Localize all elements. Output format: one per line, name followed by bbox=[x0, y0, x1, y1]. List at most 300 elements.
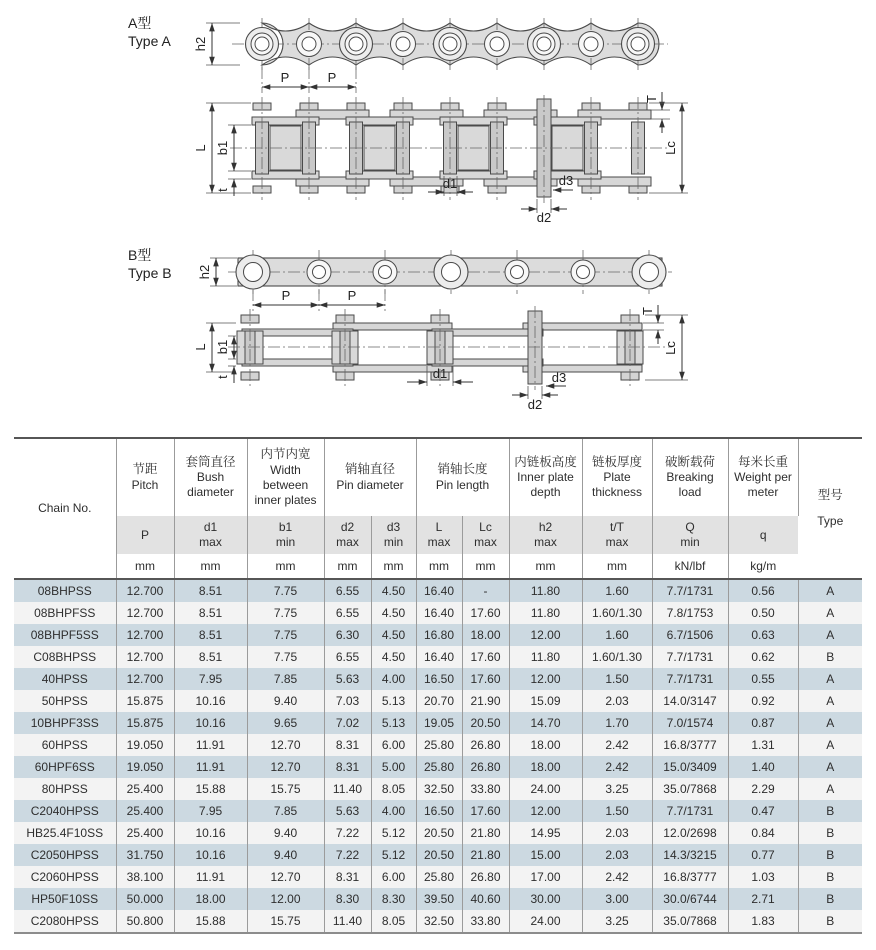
table-cell: 12.00 bbox=[247, 888, 324, 910]
table-cell: 7.0/1574 bbox=[652, 712, 728, 734]
dim-l-a: L bbox=[193, 144, 208, 152]
table-cell: 5.12 bbox=[371, 844, 416, 866]
table-cell: 20.70 bbox=[416, 690, 462, 712]
table-cell: 4.00 bbox=[371, 668, 416, 690]
dim-h2-a-top: h2 bbox=[193, 36, 208, 52]
table-row bbox=[14, 866, 862, 888]
table-cell: C2080HPSS bbox=[14, 910, 116, 933]
table-cell: 7.75 bbox=[247, 602, 324, 624]
table-cell: 9.40 bbox=[247, 690, 324, 712]
table-cell: 11.91 bbox=[174, 866, 247, 888]
table-cell: B bbox=[798, 910, 862, 933]
type-a-side-view bbox=[193, 92, 688, 225]
table-cell: 39.50 bbox=[416, 888, 462, 910]
col-breaking-load bbox=[652, 438, 728, 516]
table-cell: 8.30 bbox=[371, 888, 416, 910]
table-cell: 2.03 bbox=[582, 822, 652, 844]
thick-cn: 链板厚度 bbox=[591, 454, 642, 469]
table-cell: A bbox=[798, 734, 862, 756]
table-cell: 8.31 bbox=[324, 756, 371, 778]
pin-dia-cn: 销轴直径 bbox=[344, 462, 395, 477]
table-cell: 8.51 bbox=[174, 602, 247, 624]
table-cell: 30.00 bbox=[509, 888, 582, 910]
unit-tT: mm bbox=[582, 554, 652, 579]
type-a-label-cn: A型 bbox=[128, 15, 152, 31]
table-cell: 6.00 bbox=[371, 734, 416, 756]
table-cell: 11.91 bbox=[174, 756, 247, 778]
table-cell: 4.00 bbox=[371, 800, 416, 822]
dim-tcap-b: T bbox=[640, 307, 655, 315]
unit-weight: kg/m bbox=[728, 554, 798, 579]
weight-en: Weight per meter bbox=[734, 470, 792, 500]
table-cell: 60HPF6SS bbox=[14, 756, 116, 778]
table-cell: 12.700 bbox=[116, 646, 174, 668]
table-cell: B bbox=[798, 646, 862, 668]
table-cell: 1.50 bbox=[582, 668, 652, 690]
dim-t-a: t bbox=[215, 188, 230, 192]
pin-len-en: Pin length bbox=[435, 477, 490, 492]
table-cell: 50HPSS bbox=[14, 690, 116, 712]
dim-t-b: t bbox=[215, 375, 230, 379]
table-cell: C2060HPSS bbox=[14, 866, 116, 888]
type-b-side-view bbox=[193, 305, 688, 412]
table-cell: 1.60/1.30 bbox=[582, 602, 652, 624]
table-cell: A bbox=[798, 579, 862, 602]
table-cell: 6.55 bbox=[324, 646, 371, 668]
type-a-label bbox=[128, 15, 171, 49]
col-chain-no bbox=[14, 438, 116, 579]
table-cell: 15.875 bbox=[116, 712, 174, 734]
table-cell: 21.80 bbox=[462, 822, 509, 844]
unit-row bbox=[14, 554, 862, 579]
table-cell: 7.75 bbox=[247, 579, 324, 602]
dim-tcap-a: T bbox=[644, 95, 659, 103]
table-cell: 14.95 bbox=[509, 822, 582, 844]
table-cell: 12.00 bbox=[509, 800, 582, 822]
dim-d3-a: d3 bbox=[558, 173, 574, 188]
table-cell: 19.05 bbox=[416, 712, 462, 734]
unit-h2: mm bbox=[509, 554, 582, 579]
sym-q-load: Q min bbox=[652, 516, 728, 554]
table-cell: 50.800 bbox=[116, 910, 174, 933]
table-row bbox=[14, 822, 862, 844]
table-cell: 25.80 bbox=[416, 734, 462, 756]
table-cell: 0.50 bbox=[728, 602, 798, 624]
table-cell: 08BHPF5SS bbox=[14, 624, 116, 646]
table-cell: 35.0/7868 bbox=[652, 910, 728, 933]
table-cell: 11.80 bbox=[509, 602, 582, 624]
col-width-inner-plates bbox=[247, 438, 324, 516]
table-cell: 18.00 bbox=[174, 888, 247, 910]
table-cell: 50.000 bbox=[116, 888, 174, 910]
table-cell: 12.00 bbox=[509, 668, 582, 690]
table-cell: B bbox=[798, 866, 862, 888]
table-cell: 32.50 bbox=[416, 910, 462, 933]
depth-cn: 内链板高度 bbox=[514, 454, 577, 469]
load-en: Breaking load bbox=[666, 470, 714, 500]
table-cell: 0.92 bbox=[728, 690, 798, 712]
table-cell: 17.60 bbox=[462, 800, 509, 822]
table-cell: B bbox=[798, 800, 862, 822]
table-cell: 19.050 bbox=[116, 734, 174, 756]
unit-d3: mm bbox=[371, 554, 416, 579]
col-weight-per-meter bbox=[728, 438, 798, 516]
table-cell: 21.80 bbox=[462, 844, 509, 866]
table-cell: 2.03 bbox=[582, 690, 652, 712]
dim-d2-b: d2 bbox=[527, 397, 543, 412]
table-cell: C08BHPSS bbox=[14, 646, 116, 668]
table-row bbox=[14, 624, 862, 646]
table-cell: 2.03 bbox=[582, 844, 652, 866]
table-cell: 7.95 bbox=[174, 800, 247, 822]
sym-d2: d2 max bbox=[324, 516, 371, 554]
table-cell: HB25.4F10SS bbox=[14, 822, 116, 844]
table-cell: 5.13 bbox=[371, 690, 416, 712]
table-cell: 5.00 bbox=[371, 756, 416, 778]
table-cell: 12.70 bbox=[247, 756, 324, 778]
depth-en: Inner plate depth bbox=[517, 470, 574, 500]
table-cell: 3.25 bbox=[582, 778, 652, 800]
table-cell: 33.80 bbox=[462, 778, 509, 800]
dim-d2-a: d2 bbox=[536, 210, 552, 225]
table-cell: 7.7/1731 bbox=[652, 579, 728, 602]
table-cell: HP50F10SS bbox=[14, 888, 116, 910]
table-cell: 16.40 bbox=[416, 646, 462, 668]
table-cell: 7.85 bbox=[247, 800, 324, 822]
table-cell: 0.84 bbox=[728, 822, 798, 844]
table-cell: 25.400 bbox=[116, 822, 174, 844]
col-pitch bbox=[116, 438, 174, 516]
spec-table-section bbox=[0, 437, 876, 934]
table-cell: 11.40 bbox=[324, 778, 371, 800]
table-cell: 17.60 bbox=[462, 646, 509, 668]
unit-b1: mm bbox=[247, 554, 324, 579]
table-cell: 8.31 bbox=[324, 734, 371, 756]
table-cell: 9.40 bbox=[247, 822, 324, 844]
sym-b1: b1 min bbox=[247, 516, 324, 554]
table-cell: 18.00 bbox=[462, 624, 509, 646]
table-cell: 9.65 bbox=[247, 712, 324, 734]
table-cell: 7.22 bbox=[324, 844, 371, 866]
weight-cn: 每米长重 bbox=[737, 454, 788, 469]
table-cell: 24.00 bbox=[509, 778, 582, 800]
table-row bbox=[14, 646, 862, 668]
table-cell: A bbox=[798, 778, 862, 800]
col-pin-diameter bbox=[324, 438, 416, 516]
table-cell: 0.87 bbox=[728, 712, 798, 734]
table-cell: B bbox=[798, 888, 862, 910]
table-cell: 15.09 bbox=[509, 690, 582, 712]
table-cell: 25.80 bbox=[416, 756, 462, 778]
table-cell: 4.50 bbox=[371, 646, 416, 668]
table-cell: 12.70 bbox=[247, 866, 324, 888]
table-cell: A bbox=[798, 602, 862, 624]
table-row bbox=[14, 844, 862, 866]
col-plate-thickness bbox=[582, 438, 652, 516]
table-cell: 7.03 bbox=[324, 690, 371, 712]
table-row bbox=[14, 668, 862, 690]
dim-d3-b: d3 bbox=[551, 370, 567, 385]
table-cell: 5.63 bbox=[324, 800, 371, 822]
table-cell: 26.80 bbox=[462, 734, 509, 756]
thick-en: Plate thickness bbox=[591, 470, 643, 500]
table-cell: 30.0/6744 bbox=[652, 888, 728, 910]
table-cell: 11.80 bbox=[509, 646, 582, 668]
table-cell: B bbox=[798, 844, 862, 866]
table-cell: 17.60 bbox=[462, 602, 509, 624]
chain-diagrams bbox=[0, 0, 876, 437]
table-cell: 11.40 bbox=[324, 910, 371, 933]
col-pin-length bbox=[416, 438, 509, 516]
table-cell: 11.80 bbox=[509, 579, 582, 602]
table-cell: 16.40 bbox=[416, 602, 462, 624]
table-cell: 5.13 bbox=[371, 712, 416, 734]
table-cell: 1.60 bbox=[582, 579, 652, 602]
type-en: Type bbox=[817, 513, 844, 528]
table-cell: 1.50 bbox=[582, 800, 652, 822]
table-cell: 12.700 bbox=[116, 624, 174, 646]
table-row bbox=[14, 579, 862, 602]
table-cell: 15.75 bbox=[247, 778, 324, 800]
table-cell: 12.700 bbox=[116, 602, 174, 624]
table-cell: 7.7/1731 bbox=[652, 646, 728, 668]
dim-b1-a: b1 bbox=[215, 140, 230, 156]
table-cell: 15.0/3409 bbox=[652, 756, 728, 778]
table-cell: C2040HPSS bbox=[14, 800, 116, 822]
table-cell: 0.56 bbox=[728, 579, 798, 602]
dim-l-b: L bbox=[193, 343, 208, 351]
table-cell: 24.00 bbox=[509, 910, 582, 933]
dim-lc-b: Lc bbox=[663, 341, 678, 355]
table-cell: 08BHPSS bbox=[14, 579, 116, 602]
table-cell: 7.95 bbox=[174, 668, 247, 690]
table-cell: 17.60 bbox=[462, 668, 509, 690]
table-cell: 0.55 bbox=[728, 668, 798, 690]
table-cell: 80HPSS bbox=[14, 778, 116, 800]
table-cell: 35.0/7868 bbox=[652, 778, 728, 800]
bush-en: Bush diameter bbox=[187, 470, 234, 500]
table-cell: A bbox=[798, 624, 862, 646]
table-cell: 10.16 bbox=[174, 844, 247, 866]
sym-d1: d1 max bbox=[174, 516, 247, 554]
table-cell: 7.7/1731 bbox=[652, 668, 728, 690]
dim-p2-b: P bbox=[347, 288, 357, 303]
table-cell: 1.40 bbox=[728, 756, 798, 778]
table-row bbox=[14, 756, 862, 778]
table-cell: 16.80 bbox=[416, 624, 462, 646]
table-cell: 31.750 bbox=[116, 844, 174, 866]
table-cell: 2.71 bbox=[728, 888, 798, 910]
table-cell: 32.50 bbox=[416, 778, 462, 800]
table-cell: 12.70 bbox=[247, 734, 324, 756]
table-row bbox=[14, 602, 862, 624]
table-cell: 9.40 bbox=[247, 844, 324, 866]
table-cell: 3.00 bbox=[582, 888, 652, 910]
col-type bbox=[798, 438, 862, 579]
table-cell: 40HPSS bbox=[14, 668, 116, 690]
sym-p: P bbox=[116, 516, 174, 554]
table-cell: 2.42 bbox=[582, 756, 652, 778]
sym-lc: Lc max bbox=[462, 516, 509, 554]
table-cell: 4.50 bbox=[371, 602, 416, 624]
table-cell: 14.3/3215 bbox=[652, 844, 728, 866]
table-cell: C2050HPSS bbox=[14, 844, 116, 866]
table-row bbox=[14, 800, 862, 822]
table-cell: 0.47 bbox=[728, 800, 798, 822]
table-cell: 16.50 bbox=[416, 800, 462, 822]
table-cell: A bbox=[798, 756, 862, 778]
table-cell: 20.50 bbox=[416, 844, 462, 866]
table-cell: 8.51 bbox=[174, 579, 247, 602]
table-row bbox=[14, 888, 862, 910]
table-cell: 16.8/3777 bbox=[652, 866, 728, 888]
dim-d1-b: d1 bbox=[432, 366, 448, 381]
table-cell: 12.00 bbox=[509, 624, 582, 646]
type-a-label-en: Type A bbox=[128, 33, 171, 49]
table-cell: 7.85 bbox=[247, 668, 324, 690]
table-cell: 8.31 bbox=[324, 866, 371, 888]
type-cn: 型号 bbox=[817, 488, 843, 503]
table-cell: 16.50 bbox=[416, 668, 462, 690]
width-cn: 内节内宽 bbox=[260, 447, 311, 462]
table-cell: 7.75 bbox=[247, 646, 324, 668]
pin-len-cn: 销轴长度 bbox=[437, 462, 488, 477]
table-cell: 20.50 bbox=[416, 822, 462, 844]
table-cell: 12.0/2698 bbox=[652, 822, 728, 844]
type-b-label-en: Type B bbox=[128, 265, 172, 281]
table-cell: 0.63 bbox=[728, 624, 798, 646]
roller-row bbox=[246, 28, 655, 61]
table-cell: 8.05 bbox=[371, 778, 416, 800]
dim-b1-b: b1 bbox=[215, 339, 230, 355]
table-cell: 7.22 bbox=[324, 822, 371, 844]
table-cell: 7.7/1731 bbox=[652, 800, 728, 822]
table-cell: 2.42 bbox=[582, 866, 652, 888]
unit-lc: mm bbox=[462, 554, 509, 579]
type-b-top-view bbox=[197, 250, 672, 311]
table-cell: 10.16 bbox=[174, 690, 247, 712]
dim-lc-a: Lc bbox=[663, 141, 678, 155]
table-cell: 6.55 bbox=[324, 579, 371, 602]
table-cell: 33.80 bbox=[462, 910, 509, 933]
load-cn: 破断载荷 bbox=[664, 454, 715, 469]
table-cell: - bbox=[462, 579, 509, 602]
table-cell: 2.29 bbox=[728, 778, 798, 800]
table-cell: B bbox=[798, 822, 862, 844]
table-cell: A bbox=[798, 712, 862, 734]
unit-d2: mm bbox=[324, 554, 371, 579]
table-cell: 10BHPF3SS bbox=[14, 712, 116, 734]
dim-p1-b: P bbox=[281, 288, 291, 303]
table-cell: 6.00 bbox=[371, 866, 416, 888]
pin-dia-en: Pin diameter bbox=[336, 477, 404, 492]
table-cell: 8.51 bbox=[174, 624, 247, 646]
unit-d1: mm bbox=[174, 554, 247, 579]
table-cell: 15.00 bbox=[509, 844, 582, 866]
table-cell: 19.050 bbox=[116, 756, 174, 778]
table-row bbox=[14, 778, 862, 800]
sym-l: L max bbox=[416, 516, 462, 554]
table-row bbox=[14, 690, 862, 712]
table-cell: 7.8/1753 bbox=[652, 602, 728, 624]
col-inner-plate-depth bbox=[509, 438, 582, 516]
table-cell: 10.16 bbox=[174, 822, 247, 844]
table-cell: 20.50 bbox=[462, 712, 509, 734]
pitch-cn: 节距 bbox=[132, 462, 158, 477]
bush-cn: 套筒直径 bbox=[185, 454, 236, 469]
table-cell: 15.88 bbox=[174, 778, 247, 800]
table-cell: 40.60 bbox=[462, 888, 509, 910]
table-cell: 16.40 bbox=[416, 579, 462, 602]
table-cell: 0.77 bbox=[728, 844, 798, 866]
table-cell: 18.00 bbox=[509, 756, 582, 778]
table-cell: 14.0/3147 bbox=[652, 690, 728, 712]
unit-p: mm bbox=[116, 554, 174, 579]
dim-p2-a: P bbox=[327, 70, 337, 85]
table-cell: A bbox=[798, 668, 862, 690]
sym-d3: d3 min bbox=[371, 516, 416, 554]
table-cell: 21.90 bbox=[462, 690, 509, 712]
table-row bbox=[14, 734, 862, 756]
pitch-en: Pitch bbox=[131, 477, 159, 492]
table-body bbox=[14, 579, 862, 933]
table-cell: 7.02 bbox=[324, 712, 371, 734]
table-cell: 6.7/1506 bbox=[652, 624, 728, 646]
table-cell: 25.400 bbox=[116, 778, 174, 800]
table-cell: 60HPSS bbox=[14, 734, 116, 756]
table-cell: 25.80 bbox=[416, 866, 462, 888]
table-cell: 8.51 bbox=[174, 646, 247, 668]
table-cell: 1.83 bbox=[728, 910, 798, 933]
table-cell: 15.75 bbox=[247, 910, 324, 933]
chain-no-label: Chain No. bbox=[38, 501, 92, 515]
type-b-label bbox=[128, 247, 172, 281]
table-cell: 1.03 bbox=[728, 866, 798, 888]
table-cell: 12.700 bbox=[116, 668, 174, 690]
table-cell: A bbox=[798, 690, 862, 712]
table-cell: 0.62 bbox=[728, 646, 798, 668]
table-cell: 6.55 bbox=[324, 602, 371, 624]
table-cell: 18.00 bbox=[509, 734, 582, 756]
table-cell: 25.400 bbox=[116, 800, 174, 822]
table-cell: 1.70 bbox=[582, 712, 652, 734]
table-header bbox=[14, 438, 862, 579]
table-cell: 7.75 bbox=[247, 624, 324, 646]
symbol-row bbox=[14, 516, 862, 554]
table-cell: 5.12 bbox=[371, 822, 416, 844]
type-a-top-view bbox=[193, 18, 668, 93]
table-cell: 4.50 bbox=[371, 579, 416, 602]
table-cell: 2.42 bbox=[582, 734, 652, 756]
table-cell: 6.30 bbox=[324, 624, 371, 646]
table-cell: 4.50 bbox=[371, 624, 416, 646]
table-cell: 12.700 bbox=[116, 579, 174, 602]
sym-q-weight: q bbox=[728, 516, 798, 554]
table-cell: 1.60 bbox=[582, 624, 652, 646]
unit-l: mm bbox=[416, 554, 462, 579]
table-cell: 14.70 bbox=[509, 712, 582, 734]
table-cell: 1.31 bbox=[728, 734, 798, 756]
col-bush-diameter bbox=[174, 438, 247, 516]
table-cell: 10.16 bbox=[174, 712, 247, 734]
sym-tT: t/T max bbox=[582, 516, 652, 554]
table-cell: 38.100 bbox=[116, 866, 174, 888]
dim-d1-a: d1 bbox=[442, 176, 458, 191]
table-cell: 3.25 bbox=[582, 910, 652, 933]
table-cell: 16.8/3777 bbox=[652, 734, 728, 756]
table-cell: 15.88 bbox=[174, 910, 247, 933]
table-cell: 8.05 bbox=[371, 910, 416, 933]
